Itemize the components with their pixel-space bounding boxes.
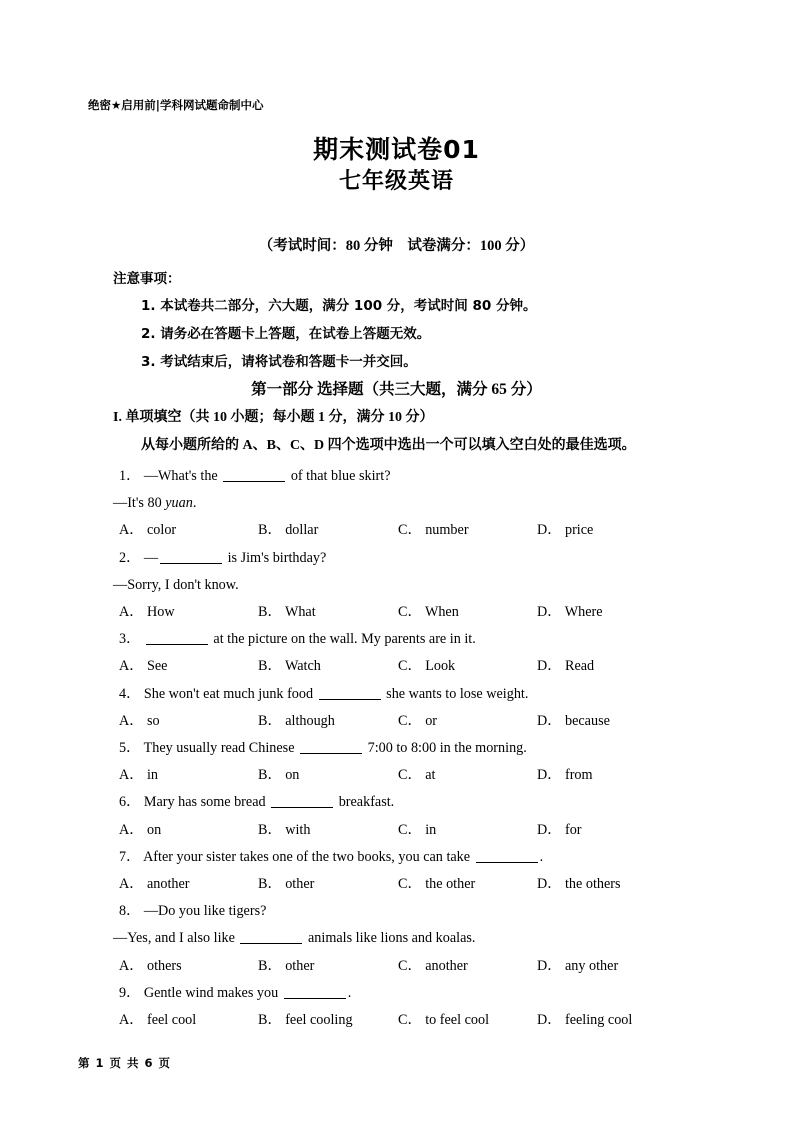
option-text: color [143,522,177,539]
option-row [113,871,713,898]
option-text: feel cool [143,1011,197,1028]
option-key: C． [398,957,422,974]
option-text: on [143,821,162,838]
option-key: D． [537,957,562,974]
exam-meta-line: （考试时间：80 分钟 试卷满分：100 分） [258,238,535,254]
option-key: A． [119,522,144,539]
option-a[interactable] [119,953,182,980]
italic-term: yuan [165,495,193,512]
option-row [113,762,713,789]
question-number: 9． [119,984,141,1001]
option-row [113,953,713,980]
option-text: When [421,604,459,620]
notes-heading: 注意事项： [113,271,181,287]
question-block [113,681,713,735]
secrecy-header: 绝密★启用前|学科网试题命制中心 [88,98,264,112]
option-text: on [281,767,300,784]
answer-blank [271,807,333,808]
option-key: A． [119,875,144,892]
option-d[interactable] [537,762,593,789]
option-key: D． [537,658,562,675]
question-continuation: —Yes, and I also like animals like lions and koalas. [113,930,476,947]
option-a[interactable] [119,653,167,680]
option-key: B． [258,821,282,838]
answer-blank [300,753,362,754]
note-item: 3. 考试结束后，请将试卷和答题卡一并交回。 [141,354,417,370]
option-key: C． [398,522,422,539]
option-a[interactable] [119,1007,196,1034]
option-key: D． [537,522,562,539]
option-text: in [143,767,159,784]
question-number: 6． [119,794,141,811]
option-key: D． [537,1011,562,1028]
question-block [113,463,713,545]
option-key: D． [537,767,562,784]
question-stem: 5． They usually read Chinese 7:00 to 8:00 in the morning. [119,739,527,756]
option-key: A． [119,604,144,620]
question-number: 7． [119,848,141,865]
option-key: B． [258,875,282,892]
option-key: B． [258,957,282,974]
option-text: although [281,712,335,729]
option-c[interactable] [398,708,437,735]
question-stem: 7． After your sister takes one of the two books, you can take . [119,848,544,865]
option-text: price [561,522,594,539]
option-a[interactable] [119,708,160,735]
option-d[interactable] [537,599,603,626]
option-d[interactable] [537,708,610,735]
option-key: A． [119,767,144,784]
option-a[interactable] [119,599,175,626]
option-b[interactable] [258,708,335,735]
option-key: B． [258,658,282,675]
option-key: C． [398,821,422,838]
option-b[interactable] [258,599,316,626]
option-c[interactable] [398,762,435,789]
option-c[interactable] [398,653,455,680]
option-text: another [143,875,190,892]
question-number: 5． [119,739,141,756]
page-footer: 第 1 页 共 6 页 [78,1056,172,1070]
answer-blank [319,699,381,700]
option-key: A． [119,712,144,729]
question-stem: 2． — is Jim's birthday? [119,549,327,566]
option-text: What [281,604,316,620]
option-text: any other [561,957,619,974]
question-block [113,545,713,627]
option-text: See [143,658,168,675]
page-title: 期末测试卷01 [313,135,480,164]
option-text: Read [561,658,595,675]
option-text: another [421,957,468,974]
option-key: A． [119,658,144,675]
option-b[interactable] [258,517,318,544]
question-block [113,789,713,843]
option-key: C． [398,604,422,620]
question-continuation: —It's 80 yuan. [113,495,197,512]
option-text: to feel cool [421,1011,490,1028]
option-text: because [561,712,610,729]
option-key: C． [398,875,422,892]
option-d[interactable] [537,953,618,980]
option-row [113,817,713,844]
question-stem: 1． —What's the of that blue skirt? [119,468,391,484]
option-c[interactable] [398,953,468,980]
option-b[interactable] [258,817,310,844]
answer-blank [160,563,222,564]
option-text: at [421,767,436,784]
option-key: B． [258,1011,282,1028]
option-text: so [143,712,160,729]
option-key: B． [258,604,282,620]
option-c[interactable] [398,1007,489,1034]
option-b[interactable] [258,762,299,789]
question-block [113,844,713,898]
option-row [113,653,713,680]
option-d[interactable] [537,653,594,680]
option-c[interactable] [398,517,469,544]
option-b[interactable] [258,953,314,980]
section-heading: I. 单项填空（共 10 小题；每小题 1 分，满分 10 分） [113,410,434,425]
note-item: 1. 本试卷共二部分，六大题，满分 100 分，考试时间 80 分钟。 [141,298,537,314]
option-text: with [281,821,311,838]
option-text: Where [561,604,603,620]
option-c[interactable] [398,871,475,898]
option-b[interactable] [258,653,321,680]
option-text: feel cooling [281,1011,353,1028]
option-key: D． [537,821,562,838]
note-item: 2. 请务必在答题卡上答题，在试卷上答题无效。 [141,326,431,342]
option-key: B． [258,522,282,539]
option-c[interactable] [398,817,436,844]
option-text: dollar [281,522,319,539]
question-block [113,735,713,789]
option-key: B． [258,712,282,729]
option-row [113,599,713,626]
answer-blank [476,862,538,863]
option-b[interactable] [258,871,314,898]
option-text: feeling cool [561,1011,633,1028]
question-block [113,626,713,680]
option-c[interactable] [398,599,459,626]
option-key: C． [398,712,422,729]
option-key: C． [398,1011,422,1028]
option-key: A． [119,821,144,838]
question-stem: 3． at the picture on the wall. My parents are in it. [119,631,476,648]
option-row [113,1007,713,1034]
option-key: D． [537,604,562,620]
answer-blank [146,644,208,645]
question-block [113,898,713,980]
option-text: How [143,604,175,620]
option-key: C． [398,658,422,675]
page-subtitle: 七年级英语 [338,169,454,194]
part-heading: 第一部分 选择题（共三大题，满分 65 分） [251,381,542,398]
answer-blank [284,998,346,999]
option-row [113,708,713,735]
question-number: 8． [119,903,141,920]
question-stem: 4． She won't eat much junk food she wants to lose weight. [119,685,529,702]
option-text: or [421,712,438,729]
option-text: Look [421,658,456,675]
option-a[interactable] [119,871,190,898]
option-d[interactable] [537,871,621,898]
answer-blank [240,943,302,944]
option-key: A． [119,957,144,974]
question-number: 4． [119,685,141,702]
option-key: A． [119,1011,144,1028]
question-stem: 8． —Do you like tigers? [119,903,267,920]
option-row [113,517,713,544]
option-a[interactable] [119,817,161,844]
question-list [113,463,713,1034]
option-b[interactable] [258,1007,353,1034]
question-continuation: —Sorry, I don't know. [113,576,239,593]
option-d[interactable] [537,1007,632,1034]
option-text: the others [561,875,621,892]
option-text: number [421,522,469,539]
option-a[interactable] [119,762,158,789]
option-key: C． [398,767,422,784]
question-number: 3． [119,631,141,648]
option-text: in [421,821,437,838]
option-text: for [561,821,582,838]
option-text: Watch [281,658,321,675]
option-text: other [281,957,315,974]
option-text: others [143,957,182,974]
option-text: other [281,875,315,892]
question-stem: 6． Mary has some bread breakfast. [119,794,395,811]
question-number: 2． [119,549,141,566]
option-d[interactable] [537,517,593,544]
notes-list [113,292,673,376]
section-directive: 从每小题所给的 A、B、C、D 四个选项中选出一个可以填入空白处的最佳选项。 [141,438,636,453]
answer-blank [223,481,285,482]
option-a[interactable] [119,517,176,544]
option-d[interactable] [537,817,582,844]
question-stem: 9． Gentle wind makes you . [119,984,352,1001]
question-block [113,980,713,1034]
option-key: D． [537,712,562,729]
question-number: 1． [119,468,141,484]
option-text: the other [421,875,476,892]
option-key: B． [258,767,282,784]
option-text: from [561,767,593,784]
option-key: D． [537,875,562,892]
